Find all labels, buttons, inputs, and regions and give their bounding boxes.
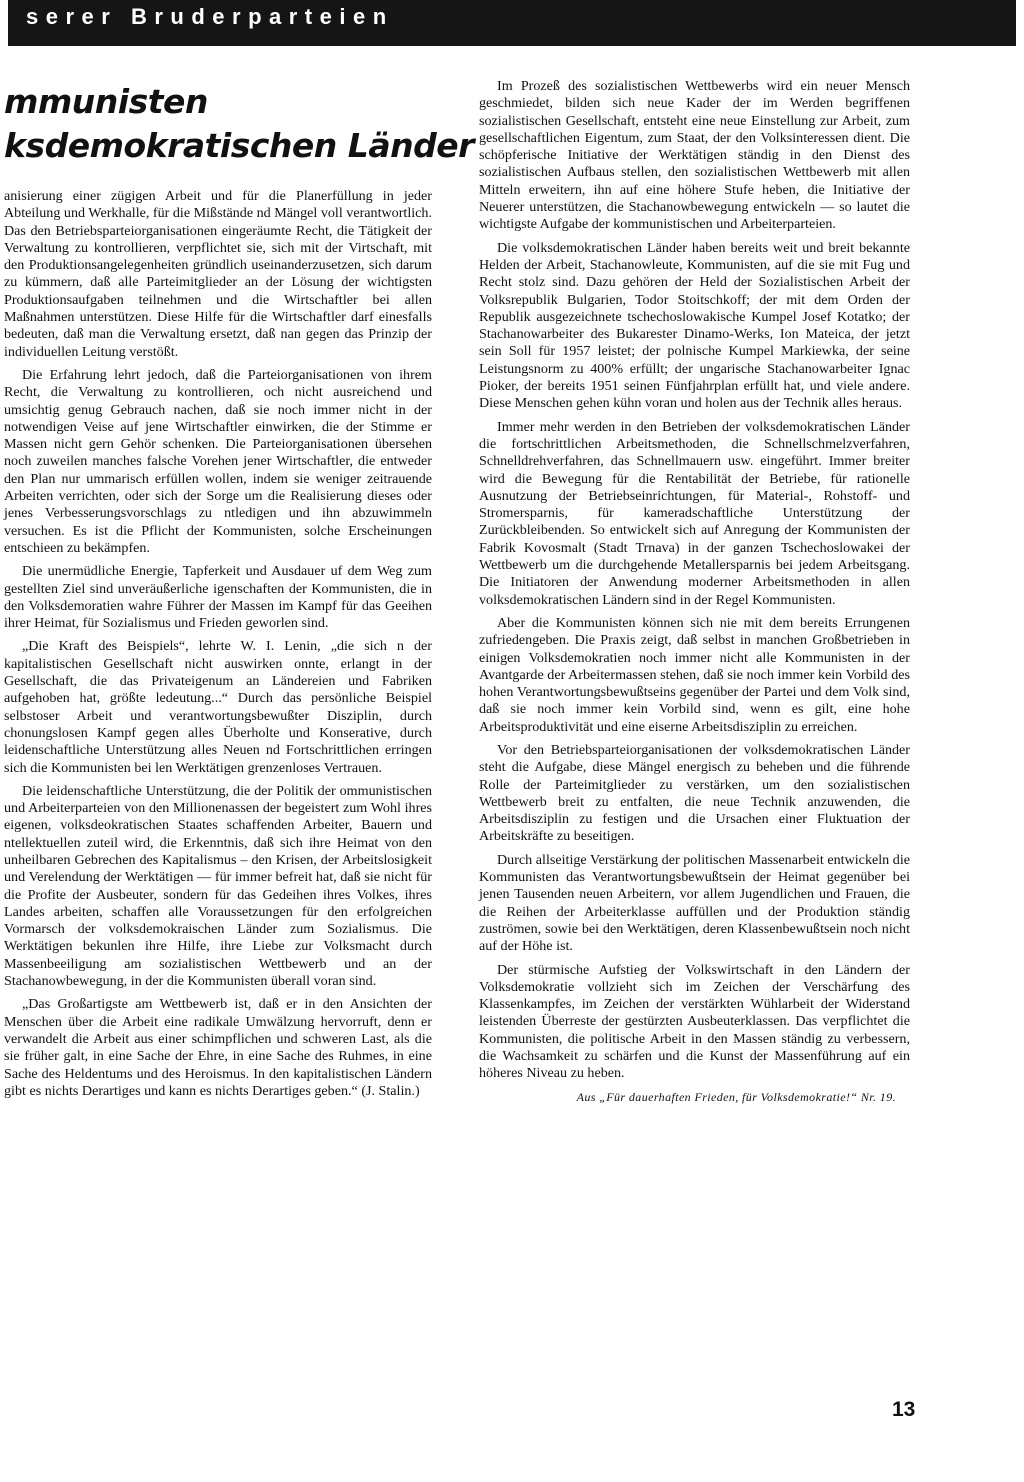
- paragraph: Durch allseitige Verstärkung der politischen Massenarbeit entwickeln die Kommunisten das Verantwortungsbewußtsein der Heimat gegenüber bei jenen Tausenden neuen Arbeitern, vor allem Jugendlichen und Frauen, die die Reihen der Arbeiterklasse auffüllen und der Produktion ständig zuströmen, sowie bei den Werktätigen, deren Klassenbewußtsein noch nicht auf der Höhe ist.: [479, 851, 910, 955]
- left-column: [4, 188, 432, 1106]
- paragraph: Die unermüdliche Energie, Tapferkeit und Ausdauer uf dem Weg zum gestellten Ziel sind unveräußerliche igenschaften der Kommunisten, die in den Volksdemoratien wahre Führer der Massen im Kampf für das Geeihen ihrer Heimat, für Sozialismus und Frieden geworlen sind.: [4, 563, 432, 632]
- headline-line-1: mmunisten: [4, 82, 208, 121]
- paragraph: „Die Kraft des Beispiels“, lehrte W. I. Lenin, „die sich n der kapitalistischen Gesellschaft nicht auswirken onnte, erlangt in der Gesellschaft, die das Privateigenum an Ländereien und Fabriken aufgehoben hat, größte ledeutung...“ Durch das persönliche Beispiel selbstoser Arbeit und verantwortungsbewußter Disziplin, durch chonungslosen Kampf gegen alles Überholte und Konserative, durch leidenschaftliche Unterstützung alles Neuen nd Fortschrittlichen erringen sich die Kommunisten bei len Werktätigen grenzenloses Vertrauen.: [4, 638, 432, 776]
- source-citation: Aus „Für dauerhaften Frieden, für Volksdemokratie!“ Nr. 19.: [576, 1089, 896, 1104]
- paragraph: Die Erfahrung lehrt jedoch, daß die Parteiorganisationen von ihrem Recht, die Verwaltung zu kontrollieren, och nicht ausreichend und umsichtig genug Gebrauch nachen, daß sie noch immer nicht in der notwendigen Veise auf jene Wirtschaftler einwirken, die der Stimme er Massen nicht gern Gehör schenken. Die Parteiorganisationen übersehen noch zuweilen manches falsche Vorehen jener Wirtschaftler, die entweder den Plan nur ummarisch erfüllen wollen, indem sie weniger zeitrauende Arbeiten verrichten, oder sich der Sorge um die Realisierung dieses oder jenes Verbesserungsvorschlags zu ntledigen und ihn abzuwimmeln versuchen. Es ist die Pflicht der Kommunisten, solche Erscheinungen entschieen zu bekämpfen.: [4, 366, 432, 556]
- section-banner: [8, 0, 1016, 46]
- paragraph: Vor den Betriebsparteiorganisationen der volksdemokratischen Länder steht die Aufgabe, diese Mängel energisch zu beheben und die führende Rolle der Parteimitglieder zu verstärken, um den sozialistischen Wettbewerb breit zu entfalten, die neue Technik anzuwenden, die Arbeitsdisziplin zu festigen und die Ursachen einer Fluktuation der Arbeitskräfte zu beseitigen.: [479, 741, 910, 845]
- right-column: [479, 78, 910, 1106]
- page-number: 13: [892, 1398, 916, 1421]
- paragraph: anisierung einer zügigen Arbeit und für die Planerfüllung in jeder Abteilung und Werkhalle, für die Mißstände nd Mängel voll verantwortlich. Das den Betriebsparteiorganisationen eingeräumte Recht, die Tätigkeit der Verwaltung zu kontrollieren, verpflichtet sie, sich mit der Virtschaft, mit den Produktionsangelegenheiten gründlich useinanderzusetzen, sich darum zu kümmern, daß alle Parteimitglieder an der Lösung der wichtigsten Produktionsaufgaben teilnehmen und die Wirtschaftler bei allen Maßnahmen unterstützen. Diese Hilfe für die Wirtschaftler darf einesfalls bedeuten, daß man die Verwaltung ersetzt, daß nan gegen das Prinzip der individuellen Leitung verstößt.: [4, 188, 432, 360]
- paragraph: Im Prozeß des sozialistischen Wettbewerbs wird ein neuer Mensch geschmiedet, bilden sich neue Kader der im Werden begriffenen sozialistischen Gesellschaft, entsteht eine neue Einstellung zur Arbeit, zum gesellschaftlichen Eigentum, zum Staat, der den Volksinteressen dient. Die schöpferische Initiative der Werktätigen ständig in den Dienst des sozialistischen Aufbaus stellen, den sozialistischen Wettbewerb mit allen Mitteln erweitern, ihn auf eine höhere Stufe heben, die Initiative der Neuerer unterstützen, die Stachanowbewegung entwickeln — so lautet die wichtigste Aufgabe der kommunistischen und Arbeiterparteien.: [479, 78, 910, 233]
- paragraph: „Das Großartigste am Wettbewerb ist, daß er in den Ansichten der Menschen über die Arbeit eine radikale Umwälzung hervorruft, denn er verwandelt die Arbeit aus einer schimpflichen und schweren Last, als die sie früher galt, in eine Sache der Ehre, in eine Sache des Ruhmes, in eine Sache des Heldentums und des Heroismus. In den kapitalistischen Ländern gibt es nichts Derartiges und kann es nichts Derartiges geben.“ (J. Stalin.): [4, 996, 432, 1099]
- paragraph: Immer mehr werden in den Betrieben der volksdemokratischen Länder die fortschrittlichen Arbeitsmethoden, die Schnellschmelzverfahren, Schnelldrehverfahren, das Schnellmauern usw. eingeführt. Immer breiter wird die Bewegung für die Rentabilität der Betriebe, für rationelle Ausnutzung der Betriebseinrichtungen, für Material-, Rohstoff- und Stromersparnis, für kameradschaftliche Unterstützung der Zurückbleibenden. So entwickelt sich auf Anregung der Kommunisten der Fabrik Kovosmalt (Stadt Trnava) in der ganzen Tschechoslowakei der Wettbewerb um die durchgehende Metallersparnis bei jedem Arbeitsgang. Die Initiatoren der Anwendung moderner Arbeitsmethoden in allen volksdemokratischen Ländern sind in der Regel Kommunisten.: [479, 418, 910, 608]
- paragraph: Der stürmische Aufstieg der Volkswirtschaft in den Ländern der Volksdemokratie vollzieht sich im Zeichen der Verschärfung des Klassenkampfes, im Zeichen der verstärkten Wühlarbeit der Widerstand leistenden Überreste der gestürzten Ausbeuterklassen. Das verpflichtet die Kommunisten, die politische Arbeit in den Massen ständig zu verbessern, die Wachsamkeit zu schärfen und die Kunst der Massenführung auf ein höheres Niveau zu heben.: [479, 961, 910, 1082]
- paragraph: Aber die Kommunisten können sich nie mit dem bereits Errungenen zufriedengeben. Die Praxis zeigt, daß selbst in manchen Großbetrieben in einigen Volksdemokratien noch immer nicht alle Kommunisten in der Avantgarde der Arbeitermassen stehen, daß sie noch immer kein Vorbild des hohen Verantwortungsbewußtseins gegenüber der Partei und dem Volk sind, daß sie noch immer kein Vorbild sind, wenn es gilt, eine hohe Arbeitsproduktivität und eine eiserne Arbeitsdisziplin zu erreichen.: [479, 614, 910, 735]
- headline-line-2: ksdemokratischen Länder: [4, 126, 474, 165]
- paragraph: Die volksdemokratischen Länder haben bereits weit und breit bekannte Helden der Arbeit, Stachanowleute, Kommunisten, auf die sie mit Fug und Recht stolz sind. Dazu gehören der Held der Sozialistischen Arbeit der Volksrepublik Bulgarien, Todor Stoitschkoff; der mit dem Orden der Republik ausgezeichnete tschechoslowakische Kumpel Josef Kotatko; der Stachanowarbeiter des Bukarester Dinamo-Werks, Ion Mateica, der jetzt sein Soll für 1957 leistet; der polnische Kumpel Markiewka, der seine Leistungsnorm zu 400% erfüllt; der ungarische Stachanowarbeiter Ignac Pioker, der bereits 1951 seinen Fünfjahrplan erfüllt hat, und viele andere. Diese Menschen gehen kühn voran und holen aus der Technik alles heraus.: [479, 239, 910, 412]
- paragraph: Die leidenschaftliche Unterstützung, die der Politik der ommunistischen und Arbeiterparteien von den Millionenassen der begeistert zum Wohl ihres eigenen, volksdeokratischen Staates schaffenden Arbeiter, Bauern und ntellektuellen zuteil wird, die Erkenntnis, daß sich ihre Heimat von den unheilbaren Gebrechen des Kapitalismus – den Krisen, der Arbeitslosigkeit und Verelendung der Werktätigen — für immer befreit hat, daß sie nicht für die Profite der Ausbeuter, sondern für das Gedeihen ihres Volkes, ihres Landes arbeiten, schaffen alle Voraussetzungen für den erfolgreichen Vormarsch der volksdemokraischen Länder zum Sozialismus. Die Werktätigen bekunlen ihre Hilfe, ihre Liebe zur Volksmacht durch Massenbeeiligung am sozialistischen Wettbewerb und an der Stachanowbewegung, in der die Kommunisten überall voran sind.: [4, 782, 432, 990]
- article-headline: [4, 80, 474, 168]
- banner-title: serer Bruderparteien: [26, 4, 394, 29]
